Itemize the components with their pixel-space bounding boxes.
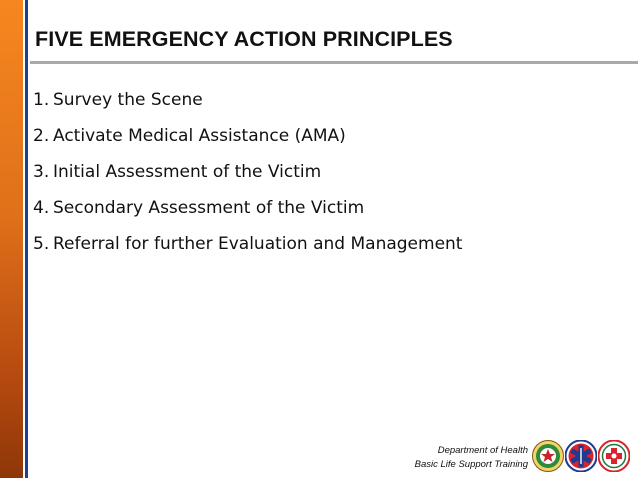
list-item-number: 4.	[33, 198, 50, 218]
list-item-text: Survey the Scene	[53, 90, 203, 110]
list-item-number: 3.	[33, 162, 50, 182]
list-item-text: Secondary Assessment of the Victim	[53, 198, 365, 218]
list-item-number: 1.	[33, 90, 50, 110]
list-item-number: 5.	[33, 234, 50, 254]
star-of-life-icon	[565, 440, 597, 472]
red-cross-icon	[598, 440, 630, 472]
list-item	[33, 159, 462, 195]
footer-training: Basic Life Support Training	[414, 459, 528, 470]
list-item	[33, 195, 462, 231]
list-item-text: Initial Assessment of the Victim	[53, 162, 322, 182]
list-item-number: 2.	[33, 126, 50, 146]
list-item	[33, 231, 462, 267]
footer-credit	[415, 444, 528, 472]
list-item	[33, 123, 462, 159]
orange-side-bar	[0, 0, 23, 478]
list-item-text: Activate Medical Assistance (AMA)	[53, 126, 346, 146]
blue-side-line	[25, 0, 28, 478]
doh-seal-icon	[532, 440, 564, 472]
title-underline	[30, 61, 638, 64]
slide-title: FIVE EMERGENCY ACTION PRINCIPLES	[35, 27, 453, 51]
footer-department: Department of Health	[437, 445, 528, 456]
principles-list	[33, 87, 462, 267]
list-item-text: Referral for further Evaluation and Management	[53, 234, 463, 254]
list-item	[33, 87, 462, 123]
